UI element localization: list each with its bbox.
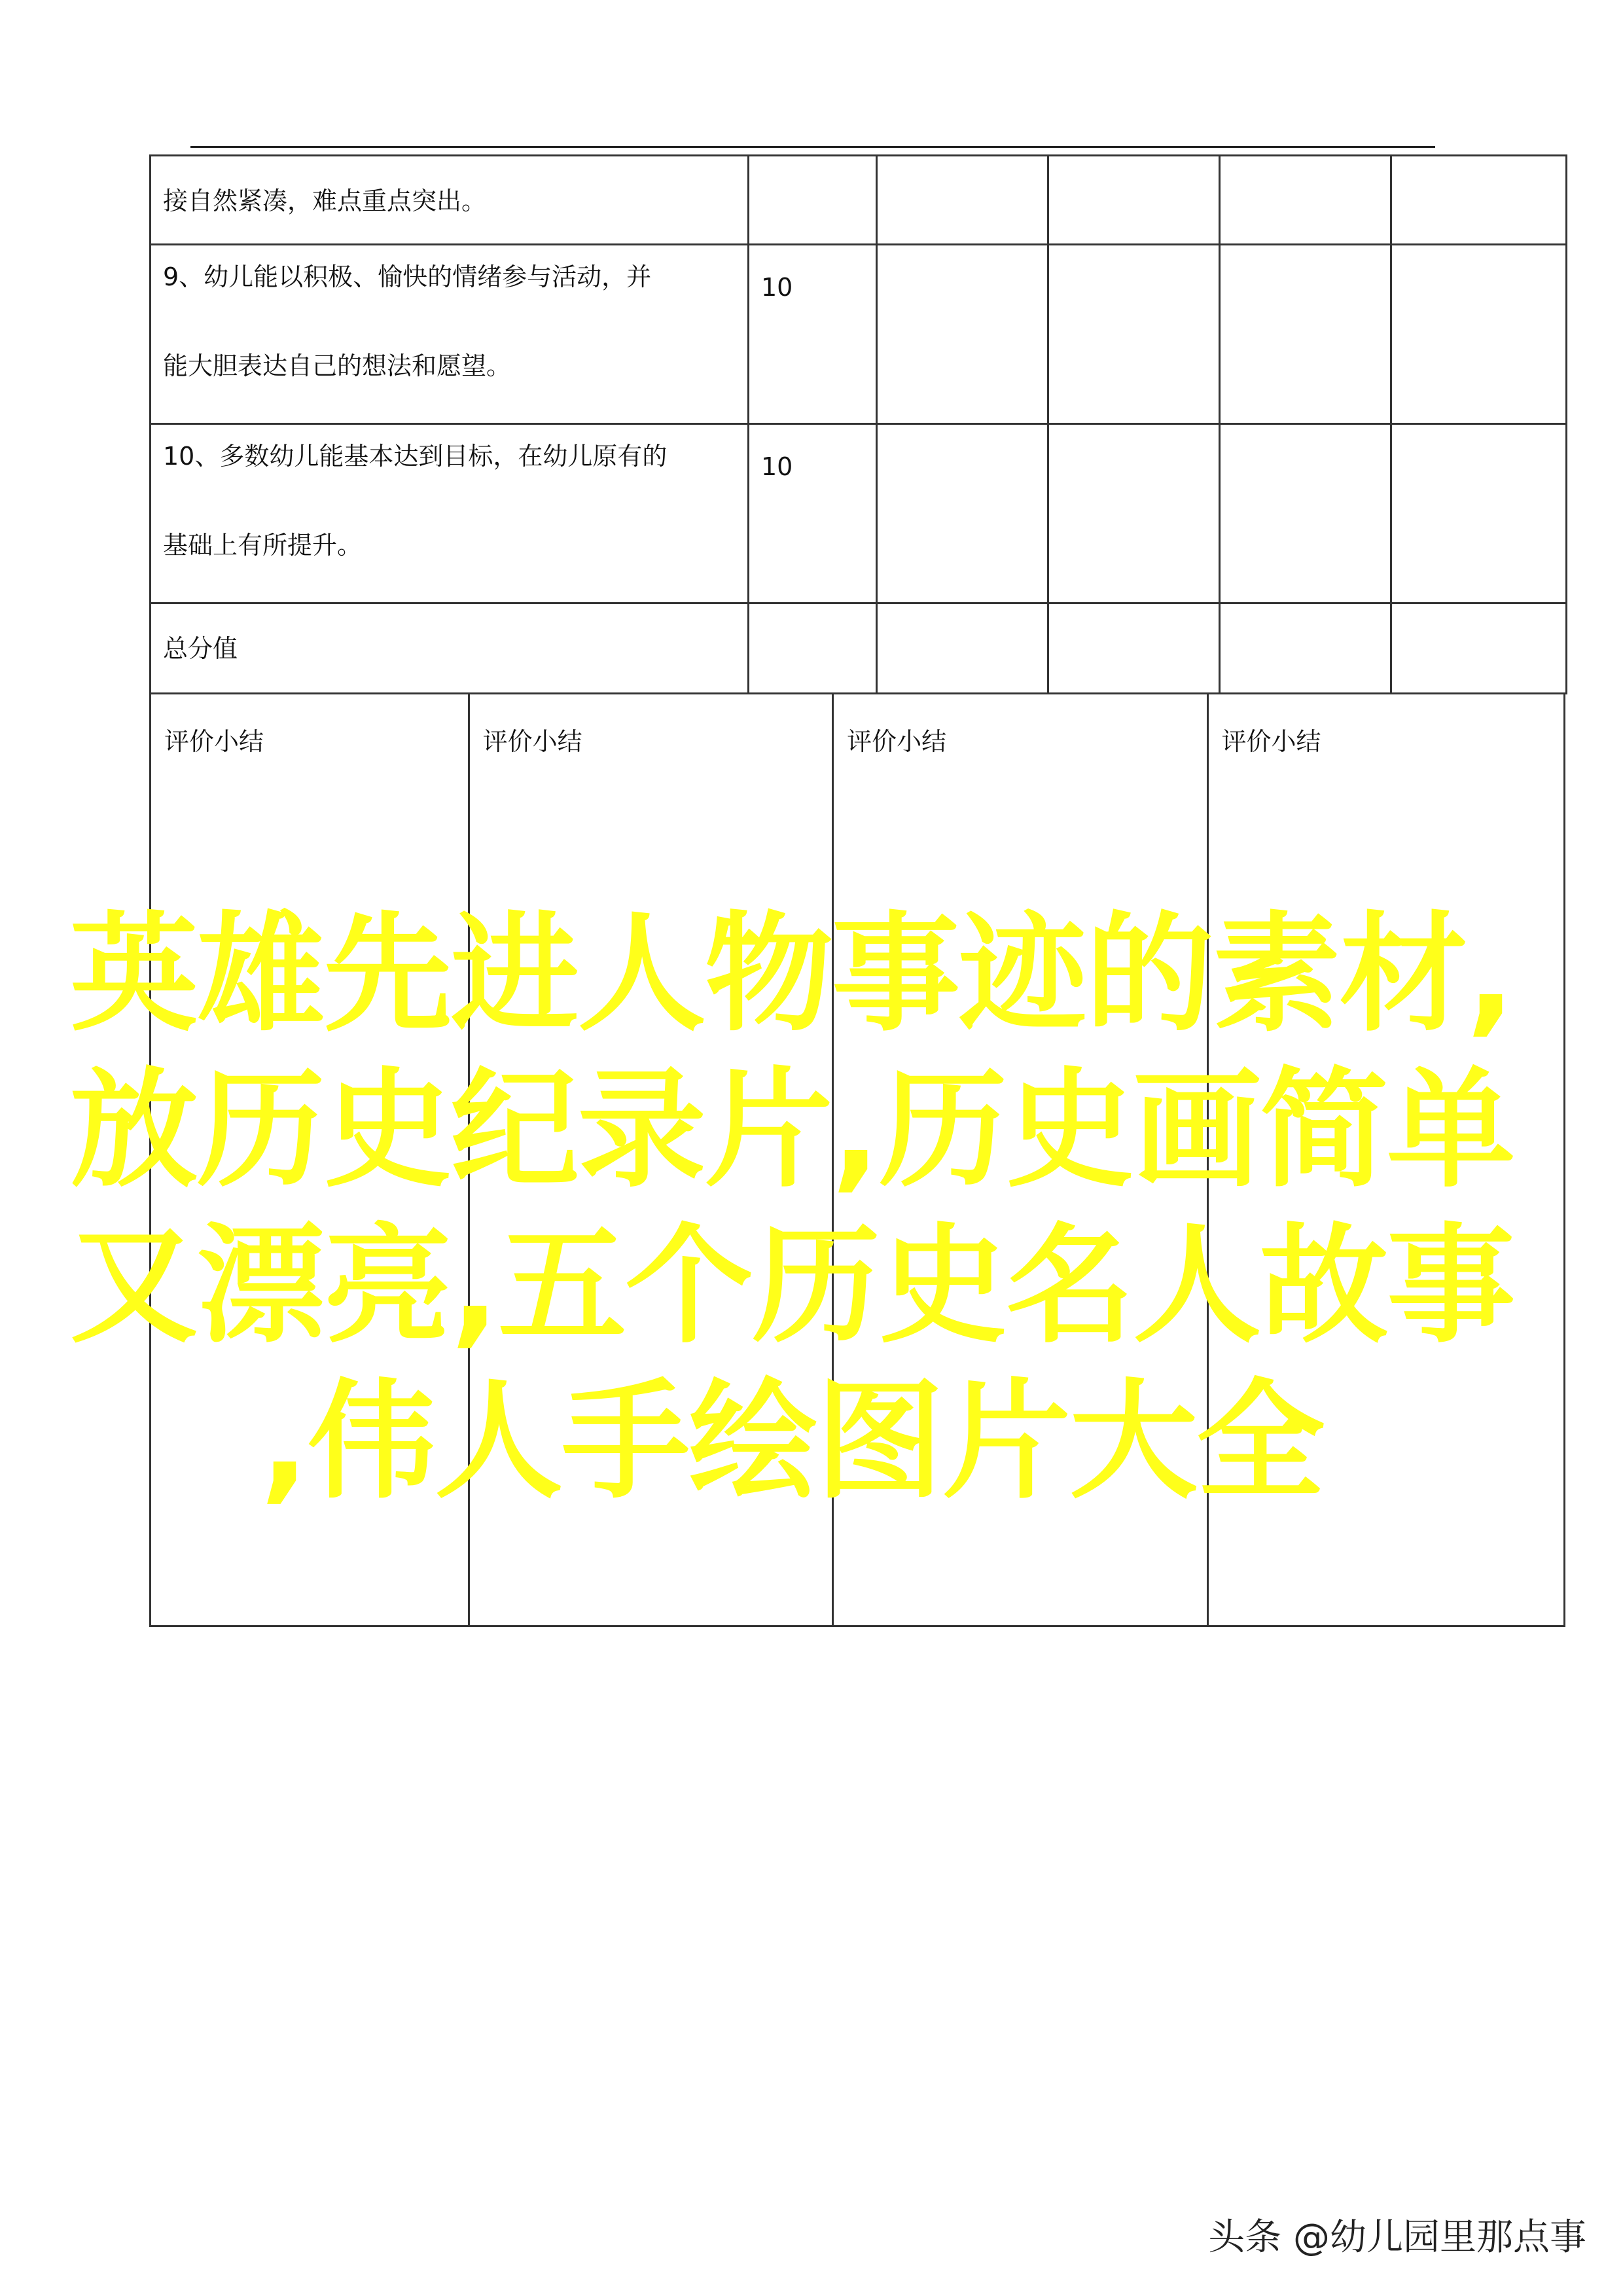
rating-cell: [1048, 603, 1220, 694]
score-cell: [749, 603, 877, 694]
total-label: 总分值: [163, 634, 238, 663]
headline-line: 又漂亮,五个历史名人故事: [69, 1211, 1514, 1361]
score-value: 10: [761, 452, 793, 481]
score-cell: [749, 156, 877, 245]
score-value: 10: [761, 273, 793, 302]
attribution-watermark: 头条 @幼儿园里那点事: [1208, 2216, 1586, 2259]
headline-line: ,伟人手绘图片大全: [260, 1367, 1324, 1516]
table-row: [151, 245, 1567, 424]
total-label-cell: [151, 603, 749, 694]
headline-line: 放历史纪录片,历史画简单: [69, 1056, 1514, 1205]
rating-cell: [1048, 245, 1220, 424]
criterion-cell: [151, 424, 749, 603]
rating-cell: [1391, 424, 1567, 603]
rating-cell: [1220, 156, 1391, 245]
table-row-total: [151, 603, 1567, 694]
criterion-cell: [151, 245, 749, 424]
criterion-text-line2: 基础上有所提升。: [163, 531, 363, 560]
summary-label: 评价小结: [847, 727, 947, 756]
top-rule: [190, 146, 1435, 148]
criterion-text-line2: 能大胆表达自己的想法和愿望。: [163, 351, 512, 380]
criterion-text-line1: 9、幼儿能以积极、愉快的情绪参与活动，并: [163, 262, 652, 291]
rating-cell: [1220, 424, 1391, 603]
rating-cell: [877, 603, 1048, 694]
criterion-text-line1: 10、多数幼儿能基本达到目标，在幼儿原有的: [163, 442, 668, 471]
rating-cell: [1048, 424, 1220, 603]
rating-cell: [1048, 156, 1220, 245]
evaluation-table: [149, 154, 1567, 694]
headline-line: 英雄先进人物事迹的素材,: [69, 900, 1514, 1049]
summary-label: 评价小结: [1221, 727, 1321, 756]
table-row: [151, 156, 1567, 245]
rating-cell: [877, 156, 1048, 245]
rating-cell: [1220, 245, 1391, 424]
summary-label: 评价小结: [164, 727, 264, 756]
rating-cell: [1391, 603, 1567, 694]
rating-cell: [1220, 603, 1391, 694]
table-row: [151, 424, 1567, 603]
rating-cell: [877, 245, 1048, 424]
criterion-cell: [151, 156, 749, 245]
criterion-text: 接自然紧凑，难点重点突出。: [163, 187, 487, 215]
rating-cell: [1391, 245, 1567, 424]
score-cell: [749, 424, 877, 603]
summary-label: 评价小结: [482, 727, 582, 756]
rating-cell: [877, 424, 1048, 603]
rating-cell: [1391, 156, 1567, 245]
headline-overlay: [39, 897, 1544, 1520]
score-cell: [749, 245, 877, 424]
